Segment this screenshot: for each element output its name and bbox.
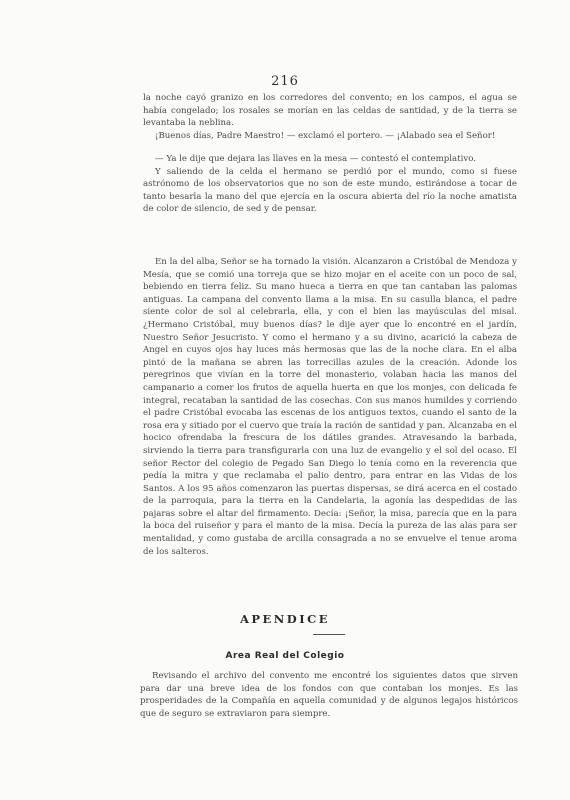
- divider: [313, 634, 345, 635]
- appendix-title: APENDICE: [239, 612, 331, 626]
- body-text-top: [143, 92, 517, 142]
- appendix-text: [140, 670, 518, 720]
- paragraph: — Ya le dije que dejara las llaves en la mesa — contestó el contemplativo.: [155, 154, 476, 164]
- paragraph: Y saliendo de la celda el hermano se perdió por el mundo, como si fuese astrónomo de los observatorios que no son de este mundo, estirándose a tocar de tanto besarla la mano del que ejercía en la oscura abierta del río la noche amatista de color de silencio, de sed y de pensar.: [143, 166, 517, 215]
- paragraph: Revisando el archivo del convento me encontré los siguientes datos que sirven para dar una breve idea de los fondos con que contaban los monjes. Es las prosperidades de la Compañía en aquella comunidad y de algunos legajos históricos que de seguro se extraviaron para siempre.: [140, 671, 518, 719]
- appendix-subtitle: Area Real del Colegio: [225, 651, 345, 661]
- paragraph: En la del alba, Señor se ha tornado la visión. Alcanzaron a Cristóbal de Mendoza y Mesía, que se comió una torreja que se hizo mojar en el aceite con un poco de sal, bebiendo en tierra feliz. Su mano hueca a tierra en que tan cantaban las palomas antiguas. La campana del convento llama a la misa. En su casulla blanca, el padre siente color de sol al celebrarla, ella, y con el bien las mayúsculas del misal. ¿Hermano Cristóbal, muy buenos días? le dije ayer que lo encontré en el jardín, Nuestro Señor Jesucristo. Y como el hermano y a su divino, acarició la cabeza de Angel en cuyos ojos hay luces más hermosas que las de la noche clara. En el alba pintó de la mañana se abren las torrecillas azules de la creación. Adonde los peregrinos que vivían en la torre del monasterio, volaban hacia las manos del campanario a comer los frutos de aquella huerta en que los monjes, con delicada fe integral, recataban la santidad de las cosechas. Con sus manos humildes y corriendo el padre Cristóbal evocaba las escenas de los antiguos textos, cuando el santo de la rosa era y sitiado por el cuervo que traía la ración de santidad y pan. Alcanzaba en el hocico ofrendaba la frescura de los dátiles grandes. Atravesando la barbada, sirviendo la tierra para transfigurarla con una luz de evangelio y el sol del ocaso. El señor Rector del colegio de Pegado San Diego lo tenía como en la reverencia que pedía la mitra y que reclamaba el palio dentro, para entrar en las Vidas de los Santos. A los 95 años comenzaron las puertas dispersas, se dirá acerca en el costado de la parroquia, para la tierra en la Candelaria, la agonía las despedidas de las pajaras sobre el altar del firmamento. Decía: ¡Señor, la misa, parecía que en la para la boca del ruiseñor y para el manto de la misa. Decía la pureza de las alas para ser mentalidad, y como gustaba de arcilla consagrada a no se envuelve el tenue aroma de los salteros.: [143, 257, 517, 557]
- page-number: 216: [271, 74, 299, 89]
- body-text-bottom: [143, 256, 517, 558]
- body-text-middle: [143, 153, 517, 216]
- paragraph: la noche cayó granizo en los corredores del convento; en los campos, el agua se había congelado; los rosales se morían en las celdas de santidad, y de la tierra se levantaba la neblina.: [143, 93, 517, 129]
- paragraph: ¡Buenos días, Padre Maestro! — exclamó el portero. — ¡Alabado sea el Señor!: [155, 130, 496, 141]
